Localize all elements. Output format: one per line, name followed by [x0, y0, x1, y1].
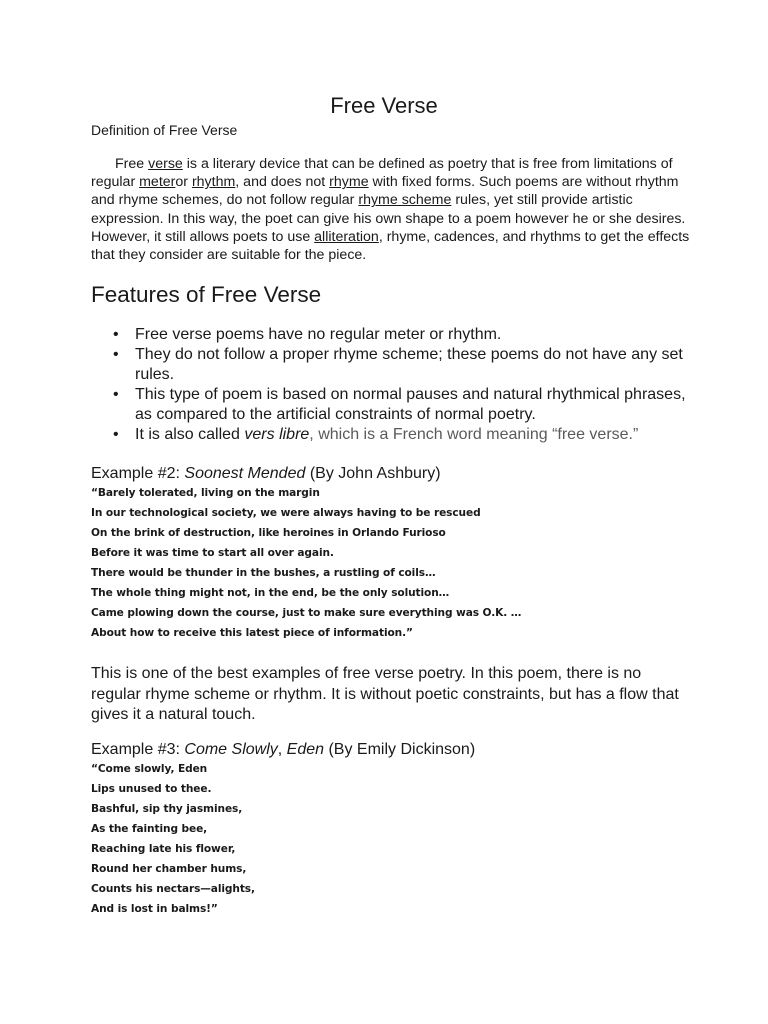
link-rhyme[interactable]: rhyme: [329, 174, 369, 191]
poem-line: Counts his nectars—alights,: [91, 883, 255, 895]
poem-line: And is lost in balms!”: [91, 903, 218, 915]
poem-line: Lips unused to thee.: [91, 783, 212, 795]
poem-line: In our technological society, we were always having to be rescued: [91, 507, 481, 519]
poem-line: “Barely tolerated, living on the margin: [91, 487, 320, 499]
bullet-icon: •: [113, 426, 119, 443]
poem-line: The whole thing might not, in the end, be the only solution…: [91, 587, 450, 599]
poem-line: On the brink of destruction, like heroines in Orlando Furioso: [91, 527, 446, 539]
poem-line: Bashful, sip thy jasmines,: [91, 803, 243, 815]
features-heading: Features of Free Verse: [91, 282, 322, 307]
poem-line: Came plowing down the course, just to make sure everything was O.K. …: [91, 607, 522, 619]
list-item: • They do not follow a proper rhyme scheme; these poems do not have any set rules.: [113, 346, 683, 383]
document-title: Free Verse: [330, 93, 438, 118]
features-list: [91, 325, 691, 445]
poem-line: As the fainting bee,: [91, 823, 208, 835]
bullet-icon: •: [113, 346, 119, 363]
example-2-poem: [91, 483, 521, 643]
bullet-icon: •: [113, 386, 119, 403]
link-verse[interactable]: verse: [148, 156, 183, 172]
bullet-icon: •: [113, 326, 119, 343]
link-rhythm[interactable]: rhythm: [191, 174, 236, 191]
poem-line: There would be thunder in the bushes, a rustling of coils…: [91, 567, 436, 579]
poem-line: Reaching late his flower,: [91, 843, 236, 855]
poem-line: About how to receive this latest piece of information.”: [91, 627, 413, 639]
list-item: • Free verse poems have no regular meter or rhythm.: [113, 326, 502, 343]
link-alliteration[interactable]: alliteration: [314, 228, 379, 245]
definition-paragraph: Free verse is a literary device that can be defined as poetry that is free from limitations of regular meteror rhythm, and does not rhyme with fixed forms. Such poems are without rhythm and rhyme schemes, do not follow regular rhyme scheme rules, yet still provide artistic expression. In this way, the poet can give his own shape to a poem however he or she desires. However, it still allows poets to use alliteration, rhyme, cadences, and rhythms to get the effects that they consider are suitable for the piece.: [91, 156, 690, 264]
commentary-paragraph: This is one of the best examples of free verse poetry. In this poem, there is no regular rhyme scheme or rhythm. It is without poetic constraints, but has a flow that gives it a natural touch.: [91, 665, 679, 723]
poem-line: Round her chamber hums,: [91, 863, 247, 875]
definition-subtitle: Definition of Free Verse: [91, 122, 238, 138]
example-3-poem: [91, 759, 255, 919]
example-3-heading: Example #3: Come Slowly, Eden (By Emily Dickinson): [91, 741, 476, 758]
link-meter[interactable]: meter: [139, 174, 176, 191]
list-item: • This type of poem is based on normal pauses and natural rhythmical phrases, as compared to the artificial constraints of normal poetry.: [113, 386, 686, 423]
poem-line: “Come slowly, Eden: [91, 763, 208, 775]
list-item: • It is also called vers libre, which is a French word meaning “free verse.”: [113, 426, 639, 443]
poem-line: Before it was time to start all over again.: [91, 547, 334, 559]
example-2-heading: Example #2: Soonest Mended (By John Ashbury): [91, 465, 441, 482]
link-rhyme-scheme[interactable]: rhyme scheme: [358, 192, 452, 209]
